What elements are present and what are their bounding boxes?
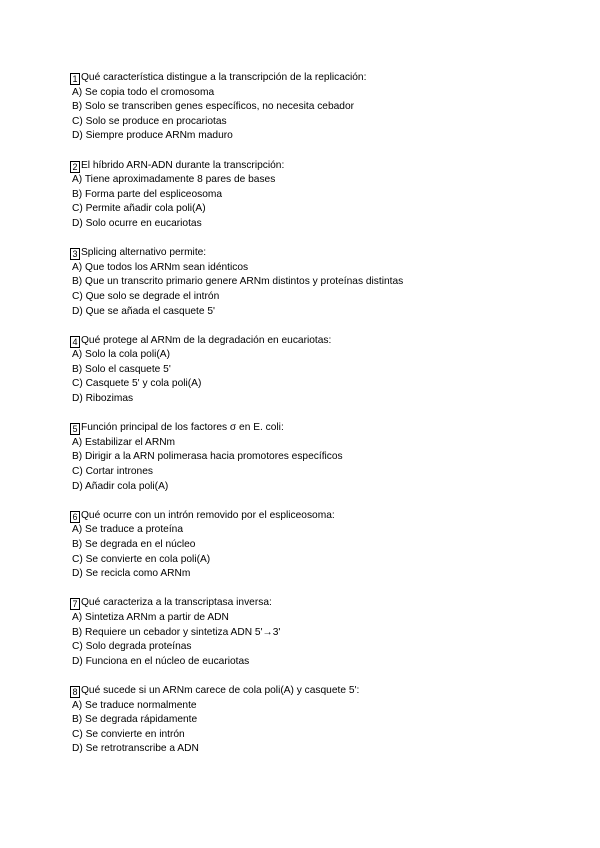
option-d: D) Se recicla como ARNm: [72, 568, 191, 580]
option-a: A) Se traduce normalmente: [72, 699, 197, 711]
option-a: A) Estabilizar el ARNm: [72, 436, 176, 448]
option-b: B) Se degrada en el núcleo: [72, 539, 196, 550]
option-c: C) Permite añadir cola poli(A): [72, 203, 206, 215]
question-number-box: 6: [70, 511, 80, 523]
option-b: B) Solo el casquete 5': [72, 363, 171, 375]
question-list: [70, 71, 570, 772]
option-d: D) Se retrotranscribe a ADN: [72, 743, 199, 755]
question-text: Qué sucede si un ARNm carece de cola poli(A) y casquete 5':: [81, 684, 360, 696]
option-a: A) Tiene aproximadamente 8 pares de bases: [72, 174, 276, 186]
option-b: B) Forma parte del espliceosoma: [72, 188, 223, 200]
question-text: Qué protege al ARNm de la degradación en eucariotas:: [81, 334, 332, 346]
question-text: Splicing alternativo permite:: [81, 247, 207, 259]
question-number-box: 2: [70, 161, 80, 173]
question-number-box: 4: [70, 336, 80, 348]
question-stem: [70, 421, 570, 436]
question-8: [70, 684, 570, 757]
option-d: D) Añadir cola poli(A): [72, 480, 169, 492]
question-number-box: 7: [70, 598, 80, 610]
option-a: A) Se copia todo el cromosoma: [72, 86, 215, 98]
question-stem: [70, 246, 570, 261]
option-c: C) Se convierte en intrón: [72, 728, 185, 740]
option-d: D) Funciona en el núcleo de eucariotas: [72, 655, 250, 667]
question-number-box: 8: [70, 686, 80, 698]
question-stem: [70, 334, 570, 349]
option-b: B) Que un transcrito primario genere ARNm distintos y proteínas distintas: [72, 276, 404, 288]
option-c: C) Se convierte en cola poli(A): [72, 553, 211, 565]
question-2: [70, 159, 570, 232]
question-number-box: 5: [70, 423, 80, 435]
question-6: [70, 509, 570, 582]
question-stem: [70, 596, 570, 611]
option-b: B) Requiere un cebador y sintetiza ADN 5'→3': [72, 626, 281, 638]
question-1: [70, 71, 570, 144]
question-number-box: 1: [70, 73, 80, 85]
question-text: Función principal de los factores σ en E. coli:: [81, 422, 284, 434]
option-c: C) Solo se produce en procariotas: [72, 115, 227, 127]
option-b: B) Solo se transcriben genes específicos, no necesita cebador: [72, 101, 355, 113]
question-stem: [70, 509, 570, 524]
option-d: D) Solo ocurre en eucariotas: [72, 217, 202, 229]
option-c: C) Cortar intrones: [72, 466, 153, 478]
question-5: [70, 421, 570, 494]
question-text: El híbrido ARN-ADN durante la transcripción:: [81, 159, 285, 171]
option-c: C) Casquete 5' y cola poli(A): [72, 378, 202, 390]
question-text: Qué caracteriza a la transcriptasa inversa:: [81, 597, 272, 609]
option-a: A) Se traduce a proteína: [72, 524, 183, 536]
option-d: D) Ribozimas: [72, 393, 134, 405]
option-c: C) Que solo se degrade el intrón: [72, 290, 220, 302]
option-d: D) Que se añada el casquete 5': [72, 305, 215, 317]
question-3: [70, 246, 570, 319]
question-stem: [70, 71, 570, 86]
question-text: Qué ocurre con un intrón removido por el espliceosoma:: [81, 509, 335, 521]
option-b: B) Se degrada rápidamente: [72, 714, 198, 726]
option-d: D) Siempre produce ARNm maduro: [72, 130, 233, 142]
question-4: [70, 334, 570, 407]
question-number-box: 3: [70, 248, 80, 260]
option-a: A) Sintetiza ARNm a partir de ADN: [72, 611, 229, 623]
question-text: Qué característica distingue a la transcripción de la replicación:: [81, 72, 367, 83]
option-b: B) Dirigir a la ARN polimerasa hacia promotores específicos: [72, 451, 343, 463]
question-7: [70, 596, 570, 669]
question-stem: [70, 684, 570, 699]
question-stem: [70, 159, 570, 174]
option-a: A) Solo la cola poli(A): [72, 349, 170, 361]
option-c: C) Solo degrada proteínas: [72, 641, 192, 653]
option-a: A) Que todos los ARNm sean idénticos: [72, 261, 249, 273]
